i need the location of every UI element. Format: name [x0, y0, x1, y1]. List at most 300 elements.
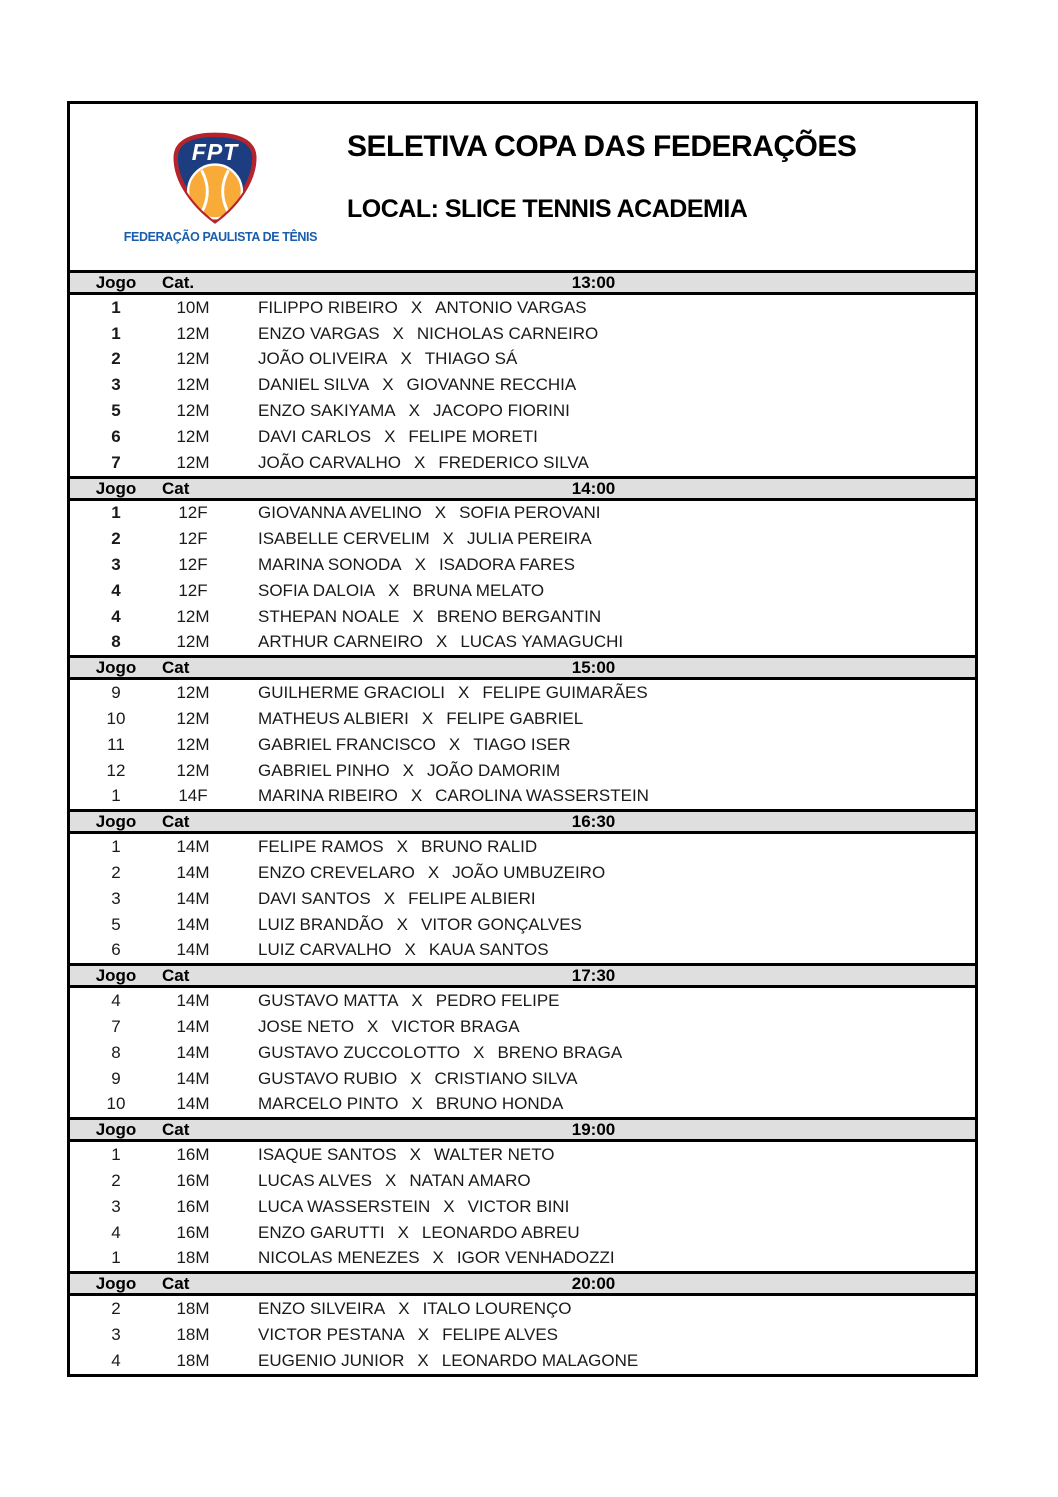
player2-name: SOFIA PEROVANI	[459, 503, 601, 523]
game-number: 10	[106, 709, 126, 729]
matchup	[252, 786, 975, 806]
matchup	[252, 1325, 975, 1345]
document-sheet	[67, 101, 978, 1377]
document-location: LOCAL: SLICE TENNIS ACADEMIA	[347, 195, 748, 223]
player1-name: GABRIEL FRANCISCO	[258, 734, 436, 754]
player2-name: WALTER NETO	[433, 1145, 555, 1165]
game-number: 2	[111, 863, 121, 883]
matchup	[252, 632, 975, 652]
section-header-row	[67, 1117, 978, 1142]
section-rows	[67, 1296, 978, 1376]
match-row	[70, 1066, 975, 1092]
matchup	[252, 837, 975, 857]
match-row	[70, 1040, 975, 1066]
player1-name: ENZO CREVELARO	[258, 863, 415, 883]
matchup	[252, 349, 975, 369]
player2-name: BRUNO HONDA	[435, 1094, 564, 1114]
schedule-section	[67, 963, 978, 1117]
player2-name: BRUNO RALID	[420, 837, 538, 857]
match-row	[70, 501, 975, 527]
versus-mark: X	[421, 709, 434, 729]
player1-name: JOSE NETO	[258, 1017, 355, 1037]
match-row	[70, 1092, 975, 1118]
player1-name: GUSTAVO RUBIO	[258, 1068, 398, 1088]
game-number: 3	[111, 888, 121, 908]
versus-mark: X	[396, 837, 408, 857]
versus-mark: X	[398, 1299, 410, 1319]
game-column-label: Jogo	[95, 658, 137, 678]
versus-mark: X	[408, 401, 420, 421]
category-value: 10M	[176, 297, 210, 317]
game-number: 8	[111, 1042, 121, 1062]
player1-name: GABRIEL PINHO	[258, 760, 390, 780]
match-row	[70, 1168, 975, 1194]
game-number: 4	[111, 991, 121, 1011]
matchup	[252, 863, 975, 883]
schedule-section	[67, 1117, 978, 1271]
player1-name: ISABELLE CERVELIM	[258, 529, 430, 549]
game-column-label: Jogo	[95, 966, 137, 986]
matchup	[252, 889, 975, 909]
matchup	[252, 1223, 975, 1243]
player1-name: MARINA SONODA	[258, 555, 402, 575]
game-number: 6	[111, 940, 121, 960]
time-slot-label: 20:00	[571, 1274, 616, 1294]
player1-name: JOÃO CARVALHO	[258, 452, 401, 472]
category-value: 12F	[178, 503, 208, 523]
match-row	[70, 1296, 975, 1322]
versus-mark: X	[458, 683, 470, 703]
player2-name: TIAGO ISER	[473, 734, 571, 754]
category-value: 12M	[176, 760, 210, 780]
matchup	[252, 324, 975, 344]
time-slot-label: 16:30	[571, 812, 616, 832]
game-number: 12	[106, 760, 126, 780]
player2-name: FELIPE GABRIEL	[446, 709, 584, 729]
category-value: 14F	[178, 786, 208, 806]
fpt-logo	[120, 130, 318, 244]
player1-name: NICOLAS MENEZES	[258, 1248, 420, 1268]
section-rows	[67, 1142, 978, 1271]
player2-name: JOÃO UMBUZEIRO	[452, 863, 606, 883]
time-slot-label: 14:00	[571, 478, 616, 498]
category-value: 14M	[176, 837, 210, 857]
category-value: 16M	[176, 1171, 210, 1190]
game-number: 10	[106, 1094, 126, 1114]
player1-name: GUILHERME GRACIOLI	[258, 683, 446, 703]
category-column-label: Cat	[162, 812, 190, 832]
section-rows	[67, 295, 978, 476]
versus-mark: X	[411, 1094, 423, 1114]
player2-name: FELIPE ALVES	[442, 1324, 558, 1344]
player2-name: LEONARDO ABREU	[421, 1222, 580, 1242]
game-number: 9	[111, 683, 121, 703]
schedule-section	[67, 476, 978, 656]
category-value: 12F	[178, 580, 208, 600]
game-number: 11	[107, 734, 125, 754]
game-number: 4	[111, 580, 121, 600]
player2-name: GIOVANNE RECCHIA	[406, 375, 577, 395]
player1-name: MARCELO PINTO	[258, 1094, 399, 1114]
game-number: 1	[111, 323, 121, 343]
game-number: 1	[111, 786, 121, 806]
player1-name: MARINA RIBEIRO	[258, 786, 398, 806]
category-value: 14M	[176, 1068, 210, 1088]
matchup	[252, 735, 975, 755]
category-value: 14M	[176, 914, 210, 934]
matchup	[252, 298, 975, 318]
time-slot-label: 19:00	[571, 1120, 616, 1140]
game-number: 7	[111, 1017, 121, 1037]
player1-name: ENZO GARUTTI	[258, 1222, 385, 1242]
player2-name: FELIPE GUIMARÃES	[482, 683, 648, 703]
match-row	[70, 1014, 975, 1040]
category-value: 16M	[176, 1145, 210, 1165]
player2-name: FELIPE MORETI	[408, 426, 538, 446]
matchup	[252, 581, 975, 601]
game-number: 2	[111, 1171, 121, 1190]
time-slot-label: 17:30	[571, 966, 616, 986]
header-titles	[347, 104, 965, 224]
matchup	[252, 1043, 975, 1063]
category-value: 14M	[176, 1042, 210, 1062]
match-row	[70, 552, 975, 578]
game-number: 8	[111, 632, 121, 652]
versus-mark: X	[388, 580, 400, 600]
category-value: 14M	[176, 1017, 210, 1037]
versus-mark: X	[384, 426, 396, 446]
versus-mark: X	[411, 991, 423, 1011]
versus-mark: X	[367, 1017, 379, 1037]
player2-name: THIAGO SÁ	[424, 349, 518, 369]
game-column-label: Jogo	[95, 478, 137, 498]
match-row	[70, 860, 975, 886]
versus-mark: X	[410, 786, 423, 806]
matchup	[252, 1094, 975, 1114]
time-slot-label: 15:00	[571, 658, 616, 678]
player1-name: LUIZ BRANDÃO	[258, 914, 384, 934]
game-number: 2	[111, 529, 121, 549]
match-row	[70, 630, 975, 656]
versus-mark: X	[402, 760, 414, 780]
player1-name: GIOVANNA AVELINO	[258, 503, 422, 523]
section-rows	[67, 501, 978, 656]
matchup	[252, 1145, 975, 1165]
match-row	[70, 578, 975, 604]
player2-name: VICTOR BINI	[467, 1196, 570, 1216]
player1-name: DAVI SANTOS	[258, 888, 371, 908]
player1-name: ARTHUR CARNEIRO	[258, 632, 423, 652]
game-number: 3	[111, 375, 121, 395]
player1-name: ENZO VARGAS	[258, 323, 380, 343]
matchup	[252, 683, 975, 703]
match-row	[70, 1246, 975, 1272]
section-header-row	[67, 270, 978, 295]
versus-mark: X	[392, 323, 404, 343]
player2-name: LUCAS YAMAGUCHI	[460, 632, 624, 652]
versus-mark: X	[410, 297, 423, 317]
player2-name: CAROLINA WASSERSTEIN	[435, 786, 649, 806]
matchup	[252, 427, 975, 447]
document-header	[67, 101, 978, 270]
versus-mark: X	[385, 1171, 397, 1190]
match-row	[70, 372, 975, 398]
section-rows	[67, 834, 978, 963]
match-row	[70, 604, 975, 630]
player1-name: JOÃO OLIVEIRA	[258, 349, 388, 369]
player1-name: ENZO SAKIYAMA	[258, 401, 396, 421]
player2-name: NICHOLAS CARNEIRO	[416, 323, 599, 343]
matchup	[252, 1248, 975, 1268]
player1-name: LUCA WASSERSTEIN	[258, 1196, 431, 1216]
matchup	[252, 1197, 975, 1217]
game-number: 2	[111, 349, 121, 369]
match-row	[70, 680, 975, 706]
category-value: 12M	[176, 734, 210, 754]
player2-name: KAUA SANTOS	[428, 940, 549, 960]
category-column-label: Cat	[162, 966, 190, 986]
game-number: 6	[111, 426, 121, 446]
versus-mark: X	[432, 1248, 444, 1268]
section-header-row	[67, 655, 978, 680]
matchup	[252, 375, 975, 395]
match-row	[70, 886, 975, 912]
matchup	[252, 940, 975, 960]
player2-name: BRENO BERGANTIN	[436, 606, 602, 626]
match-row	[70, 988, 975, 1014]
category-column-label: Cat	[162, 658, 190, 678]
versus-mark: X	[434, 503, 447, 523]
game-column-label: Jogo	[95, 1274, 137, 1294]
player2-name: FREDERICO SILVA	[438, 452, 589, 472]
player1-name: GUSTAVO MATTA	[258, 991, 399, 1011]
player2-name: IGOR VENHADOZZI	[456, 1248, 615, 1268]
game-column-label: Jogo	[95, 273, 137, 292]
matchup	[252, 555, 975, 575]
versus-mark: X	[409, 1145, 421, 1165]
match-row	[70, 912, 975, 938]
category-value: 12F	[178, 529, 208, 549]
fpt-shield-icon	[167, 130, 263, 226]
section-header-row	[67, 809, 978, 834]
schedule-section	[67, 809, 978, 963]
category-value: 16M	[176, 1196, 210, 1216]
category-value: 18M	[176, 1324, 210, 1344]
game-number: 1	[111, 1145, 121, 1165]
matchup	[252, 607, 975, 627]
match-row	[70, 1194, 975, 1220]
category-value: 12F	[178, 555, 208, 575]
document-title: SELETIVA COPA DAS FEDERAÇÕES	[347, 130, 857, 163]
player1-name: STHEPAN NOALE	[258, 606, 400, 626]
player2-name: PEDRO FELIPE	[435, 991, 560, 1011]
player1-name: LUIZ CARVALHO	[258, 940, 392, 960]
game-number: 2	[111, 1299, 121, 1319]
match-row	[70, 424, 975, 450]
game-number: 1	[111, 1248, 121, 1268]
player1-name: DAVI CARLOS	[258, 426, 372, 446]
category-value: 12M	[176, 375, 210, 395]
match-row	[70, 450, 975, 476]
category-value: 14M	[176, 991, 210, 1011]
match-row	[70, 784, 975, 810]
matchup	[252, 529, 975, 549]
match-row	[70, 321, 975, 347]
match-row	[70, 1220, 975, 1246]
matchup	[252, 1351, 975, 1371]
player2-name: CRISTIANO SILVA	[434, 1068, 578, 1088]
matchup	[252, 401, 975, 421]
player1-name: LUCAS ALVES	[258, 1171, 373, 1190]
player1-name: MATHEUS ALBIERI	[258, 709, 409, 729]
matchup	[252, 1299, 975, 1319]
player2-name: ITALO LOURENÇO	[422, 1299, 572, 1319]
category-value: 12M	[176, 683, 210, 703]
matchup	[252, 991, 975, 1011]
player1-name: EUGENIO JUNIOR	[258, 1350, 405, 1370]
game-number: 3	[111, 555, 121, 575]
category-value: 18M	[176, 1350, 210, 1370]
match-row	[70, 938, 975, 964]
category-value: 12M	[176, 426, 210, 446]
player1-name: DANIEL SILVA	[258, 375, 370, 395]
category-value: 12M	[176, 606, 210, 626]
category-value: 18M	[176, 1299, 210, 1319]
player1-name: VICTOR PESTANA	[258, 1324, 405, 1344]
matchup	[252, 1171, 975, 1191]
game-number: 4	[111, 1222, 121, 1242]
versus-mark: X	[417, 1350, 429, 1370]
schedule-section	[67, 270, 978, 476]
category-value: 14M	[176, 863, 210, 883]
match-row	[70, 347, 975, 373]
game-number: 1	[111, 503, 121, 523]
versus-mark: X	[412, 606, 424, 626]
game-number: 1	[111, 297, 121, 317]
fpt-monogram: FPT	[191, 138, 239, 165]
section-header-row	[67, 476, 978, 501]
player2-name: JULIA PEREIRA	[467, 529, 592, 549]
game-number: 9	[111, 1068, 121, 1088]
versus-mark: X	[442, 529, 454, 549]
versus-mark: X	[400, 349, 412, 369]
player2-name: VICTOR BRAGA	[391, 1017, 520, 1037]
section-rows	[67, 680, 978, 809]
player2-name: FELIPE ALBIERI	[408, 888, 536, 908]
versus-mark: X	[382, 375, 394, 395]
matchup	[252, 1069, 975, 1089]
category-value: 12M	[176, 452, 210, 472]
category-value: 12M	[176, 401, 210, 421]
category-value: 14M	[176, 940, 210, 960]
game-number: 4	[111, 1350, 121, 1370]
schedule-section	[67, 655, 978, 809]
match-row	[70, 526, 975, 552]
player1-name: ISAQUE SANTOS	[258, 1145, 397, 1165]
matchup	[252, 1017, 975, 1037]
match-row	[70, 295, 975, 321]
game-column-label: Jogo	[95, 1120, 137, 1140]
versus-mark: X	[427, 863, 440, 883]
matchup	[252, 709, 975, 729]
schedule-section	[67, 1271, 978, 1376]
category-column-label: Cat.	[162, 273, 195, 292]
category-value: 18M	[176, 1248, 210, 1268]
category-value: 16M	[176, 1222, 210, 1242]
category-value: 12M	[176, 323, 210, 343]
category-value: 12M	[176, 632, 210, 652]
player2-name: VITOR GONÇALVES	[420, 914, 582, 934]
player2-name: BRENO BRAGA	[497, 1042, 623, 1062]
category-column-label: Cat	[162, 1120, 190, 1140]
versus-mark: X	[443, 1196, 455, 1216]
federation-name: FEDERAÇÃO PAULISTA DE TÊNIS	[123, 229, 318, 244]
category-column-label: Cat	[162, 1274, 190, 1294]
versus-mark: X	[435, 632, 448, 652]
versus-mark: X	[404, 940, 416, 960]
section-header-row	[67, 1271, 978, 1296]
versus-mark: X	[473, 1042, 485, 1062]
match-row	[70, 1322, 975, 1348]
category-value: 12M	[176, 709, 210, 729]
match-row	[70, 1348, 975, 1374]
game-number: 5	[111, 401, 121, 421]
schedule-sections	[67, 270, 978, 1377]
player1-name: SOFIA DALOIA	[258, 580, 376, 600]
matchup	[252, 503, 975, 523]
player1-name: GUSTAVO ZUCCOLOTTO	[258, 1042, 461, 1062]
versus-mark: X	[410, 1068, 422, 1088]
versus-mark: X	[413, 452, 426, 472]
match-row	[70, 398, 975, 424]
game-number: 3	[111, 1196, 121, 1216]
player2-name: NATAN AMARO	[409, 1171, 531, 1190]
time-slot-label: 13:00	[571, 273, 616, 292]
player2-name: ANTONIO VARGAS	[435, 297, 587, 317]
versus-mark: X	[414, 555, 426, 575]
versus-mark: X	[417, 1324, 430, 1344]
player1-name: FILIPPO RIBEIRO	[258, 297, 398, 317]
matchup	[252, 915, 975, 935]
game-number: 4	[111, 606, 121, 626]
game-column-label: Jogo	[95, 812, 137, 832]
game-number: 7	[111, 452, 121, 472]
player1-name: FELIPE RAMOS	[258, 837, 384, 857]
category-value: 14M	[176, 1094, 210, 1114]
matchup	[252, 453, 975, 473]
match-row	[70, 1142, 975, 1168]
player1-name: ENZO SILVEIRA	[258, 1299, 386, 1319]
game-number: 1	[111, 837, 121, 857]
category-column-label: Cat	[162, 478, 190, 498]
versus-mark: X	[397, 1222, 409, 1242]
player2-name: JACOPO FIORINI	[432, 401, 570, 421]
section-rows	[67, 988, 978, 1117]
matchup	[252, 761, 975, 781]
player2-name: JOÃO DAMORIM	[426, 760, 561, 780]
match-row	[70, 834, 975, 860]
category-value: 12M	[176, 349, 210, 369]
match-row	[70, 706, 975, 732]
player2-name: ISADORA FARES	[438, 555, 575, 575]
versus-mark: X	[383, 888, 396, 908]
section-header-row	[67, 963, 978, 988]
category-value: 14M	[176, 888, 210, 908]
match-row	[70, 732, 975, 758]
player2-name: LEONARDO MALAGONE	[441, 1350, 639, 1370]
game-number: 5	[111, 914, 121, 934]
versus-mark: X	[448, 734, 461, 754]
